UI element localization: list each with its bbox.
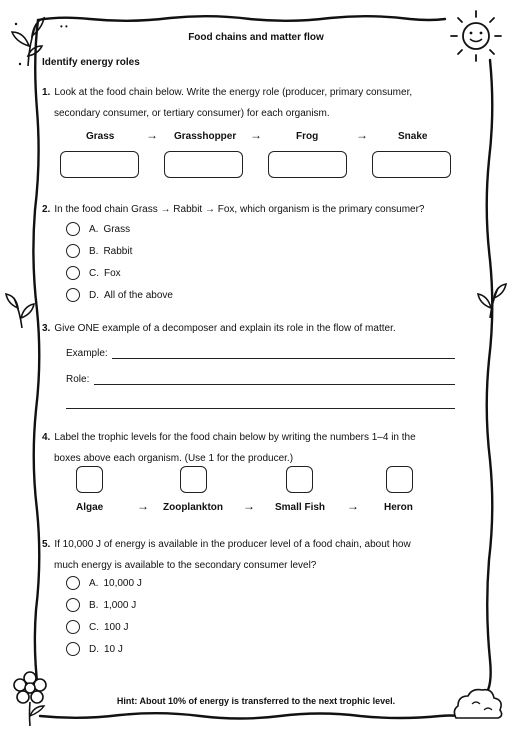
section-heading: Identify energy roles [42,57,140,68]
question-3 [42,318,482,339]
option-c[interactable]: C. Fox [66,265,121,281]
question-1 [42,82,462,124]
radio-circle[interactable] [66,244,80,258]
hint-text: Hint: About 10% of energy is transferred to the next trophic level. [116,696,396,706]
arrow-icon: → [347,499,359,513]
trophic-box-algae[interactable] [76,466,103,493]
question-number: 4. [42,432,51,443]
question-text: If 10,000 J of energy is available in the producer level of a food chain, about how [54,539,411,550]
option-d[interactable]: D. 10 J [66,641,123,657]
arrow-icon: → [137,499,149,513]
answer-box-grass[interactable] [60,151,139,178]
page-title: Food chains and matter flow [188,32,324,43]
question-number: 2. [42,204,51,215]
question-number: 1. [42,87,51,98]
organism-label: Grass [86,131,115,142]
role-label: Role: [66,374,90,385]
answer-box-frog[interactable] [268,151,347,178]
organism-label: Algae [76,502,104,513]
example-label: Example: [66,348,108,359]
trophic-box-heron[interactable] [386,466,413,493]
role-answer-line-2[interactable] [66,408,455,409]
question-2 [42,199,482,220]
question-text: secondary consumer, or tertiary consumer) for each organism. [54,108,330,119]
arrow-icon: → [243,499,255,513]
question-text: Give ONE example of a decomposer and explain its role in the flow of matter. [54,323,396,334]
question-number: 3. [42,323,51,334]
option-a[interactable]: A. 10,000 J [66,575,142,591]
option-b[interactable]: B. 1,000 J [66,597,136,613]
leaf-sprig-icon [4,290,38,330]
example-answer-line[interactable] [112,358,455,359]
arrow-icon: → [356,128,368,142]
radio-circle[interactable] [66,576,80,590]
question-5 [42,534,462,576]
radio-circle[interactable] [66,288,80,302]
option-d[interactable]: D. All of the above [66,287,173,303]
organism-label: Heron [384,502,413,513]
organism-label: Snake [398,131,428,142]
question-text: In the food chain Grass → Rabbit → Fox, which organism is the primary consumer? [54,204,425,215]
trophic-box-zooplankton[interactable] [180,466,207,493]
question-text: Look at the food chain below. Write the energy role (producer, primary consumer, [54,87,413,98]
question-text: Label the trophic levels for the food chain below by writing the numbers 1–4 in the [54,432,416,443]
question-text: much energy is available to the secondary consumer level? [54,560,317,571]
arrow-icon: → [250,128,262,142]
organism-label: Grasshopper [174,131,237,142]
organism-label: Zooplankton [163,502,223,513]
question-text: boxes above each organism. (Use 1 for the producer.) [54,453,294,464]
role-answer-line[interactable] [94,384,455,385]
answer-box-snake[interactable] [372,151,451,178]
arrow-icon: → [146,128,158,142]
sparkle-dots: • • [60,22,68,31]
radio-circle[interactable] [66,620,80,634]
organism-label: Frog [296,131,319,142]
option-b[interactable]: B. Rabbit [66,243,132,259]
radio-circle[interactable] [66,266,80,280]
radio-circle[interactable] [66,222,80,236]
leaf-sprig-icon [476,280,508,320]
option-a[interactable]: A. Grass [66,221,130,237]
option-c[interactable]: C. 100 J [66,619,128,635]
question-4 [42,427,462,469]
organism-label: Small Fish [275,502,326,513]
question-number: 5. [42,539,51,550]
radio-circle[interactable] [66,642,80,656]
radio-circle[interactable] [66,598,80,612]
trophic-box-small-fish[interactable] [286,466,313,493]
answer-box-grasshopper[interactable] [164,151,243,178]
